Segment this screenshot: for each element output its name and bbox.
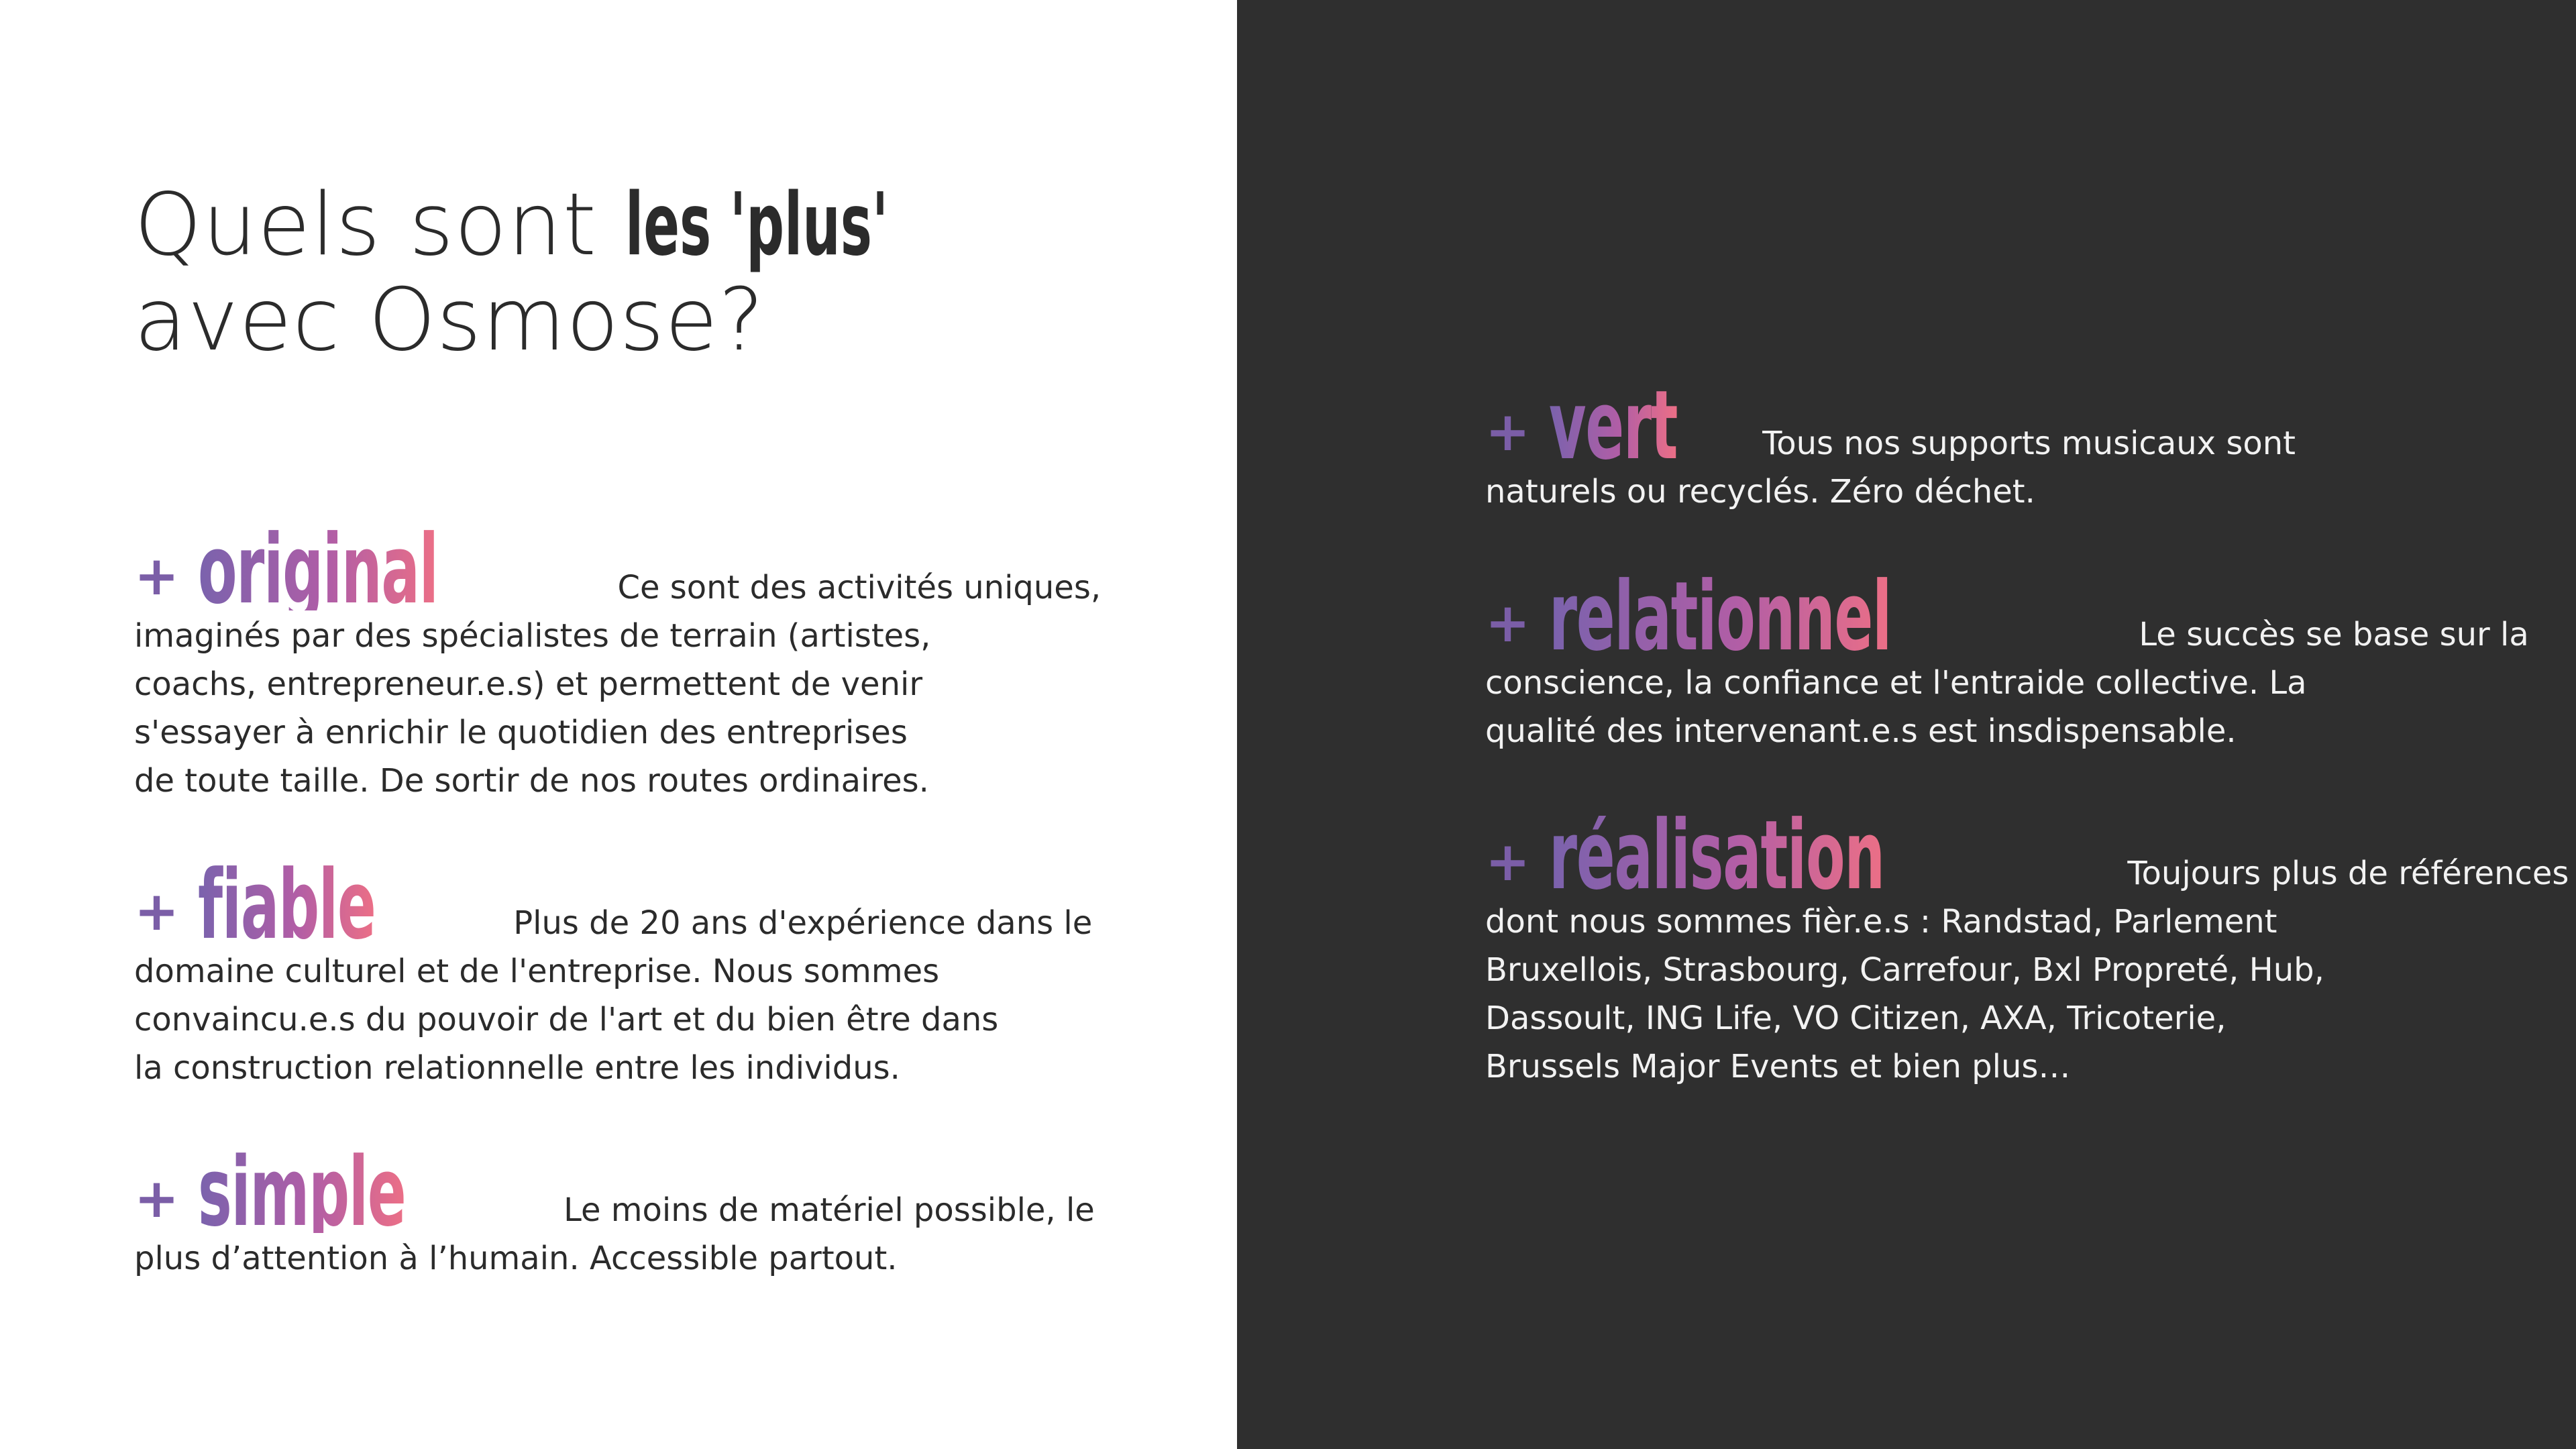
benefit-text: dont nous sommes fièr.e.s : Randstad, Parlement — [1485, 903, 2277, 941]
benefit-text: Brussels Major Events et bien plus… — [1485, 1048, 2071, 1085]
plus-icon: + — [134, 1167, 180, 1230]
benefit-realisation — [1485, 800, 2569, 1091]
left-panel — [0, 0, 1237, 1449]
benefit-fiable — [134, 850, 1093, 1092]
benefit-text: Ce sont des activités uniques, — [617, 569, 1102, 606]
plus-icon: + — [134, 880, 180, 943]
benefit-text: la construction relationnelle entre les individus. — [134, 1049, 900, 1087]
benefit-keyword: relationnel — [1549, 561, 1892, 672]
page-title — [134, 175, 888, 370]
benefit-keyword: original — [198, 515, 438, 625]
benefit-keyword: simple — [198, 1137, 406, 1248]
benefit-text: naturels ou recyclés. Zéro déchet. — [1485, 473, 2035, 511]
benefit-text: Le moins de matériel possible, le — [564, 1191, 1095, 1229]
benefit-text: domaine culturel et de l'entreprise. Nous sommes — [134, 953, 940, 990]
benefit-text: plus d’attention à l’humain. Accessible partout. — [134, 1240, 898, 1277]
plus-icon: + — [134, 545, 180, 607]
benefit-text: Le succès se base sur la — [2139, 616, 2529, 653]
benefit-text: coachs, entrepreneur.e.s) et permettent de venir — [134, 665, 923, 703]
benefit-text: s'essayer à enrichir le quotidien des entreprises — [134, 714, 908, 751]
plus-icon: + — [1485, 400, 1531, 463]
plus-icon: + — [1485, 830, 1531, 893]
title-line1-bold: les 'plus' — [625, 175, 888, 275]
title-line2: avec Osmose? — [134, 270, 765, 370]
benefit-text: convaincu.e.s du pouvoir de l'art et du bien être dans — [134, 1001, 999, 1038]
benefit-text: Toujours plus de références — [2127, 855, 2569, 892]
benefit-text: imaginés par des spécialistes de terrain (artistes, — [134, 617, 931, 655]
benefit-keyword: vert — [1549, 370, 1678, 481]
benefit-text: de toute taille. De sortir de nos routes ordinaires. — [134, 762, 929, 800]
right-panel — [1237, 0, 2576, 1449]
benefit-keyword: réalisation — [1549, 800, 1884, 911]
benefit-text: conscience, la confiance et l'entraide collective. La — [1485, 664, 2307, 702]
benefit-original — [134, 515, 1102, 805]
benefit-simple — [134, 1137, 1095, 1283]
benefit-text: Plus de 20 ans d'expérience dans le — [513, 904, 1093, 942]
benefit-text: Dassoult, ING Life, VO Citizen, AXA, Tricoterie, — [1485, 1000, 2226, 1037]
benefit-text: Tous nos supports musicaux sont — [1762, 425, 2296, 462]
benefit-text: qualité des intervenant.e.s est insdispensable. — [1485, 712, 2237, 750]
benefit-text: Bruxellois, Strasbourg, Carrefour, Bxl Propreté, Hub, — [1485, 951, 2324, 989]
benefit-vert — [1485, 370, 2296, 516]
plus-icon: + — [1485, 592, 1531, 654]
title-line1-normal: Quels sont — [134, 175, 625, 275]
benefit-keyword: fiable — [198, 850, 376, 961]
benefit-relationnel — [1485, 561, 2529, 755]
